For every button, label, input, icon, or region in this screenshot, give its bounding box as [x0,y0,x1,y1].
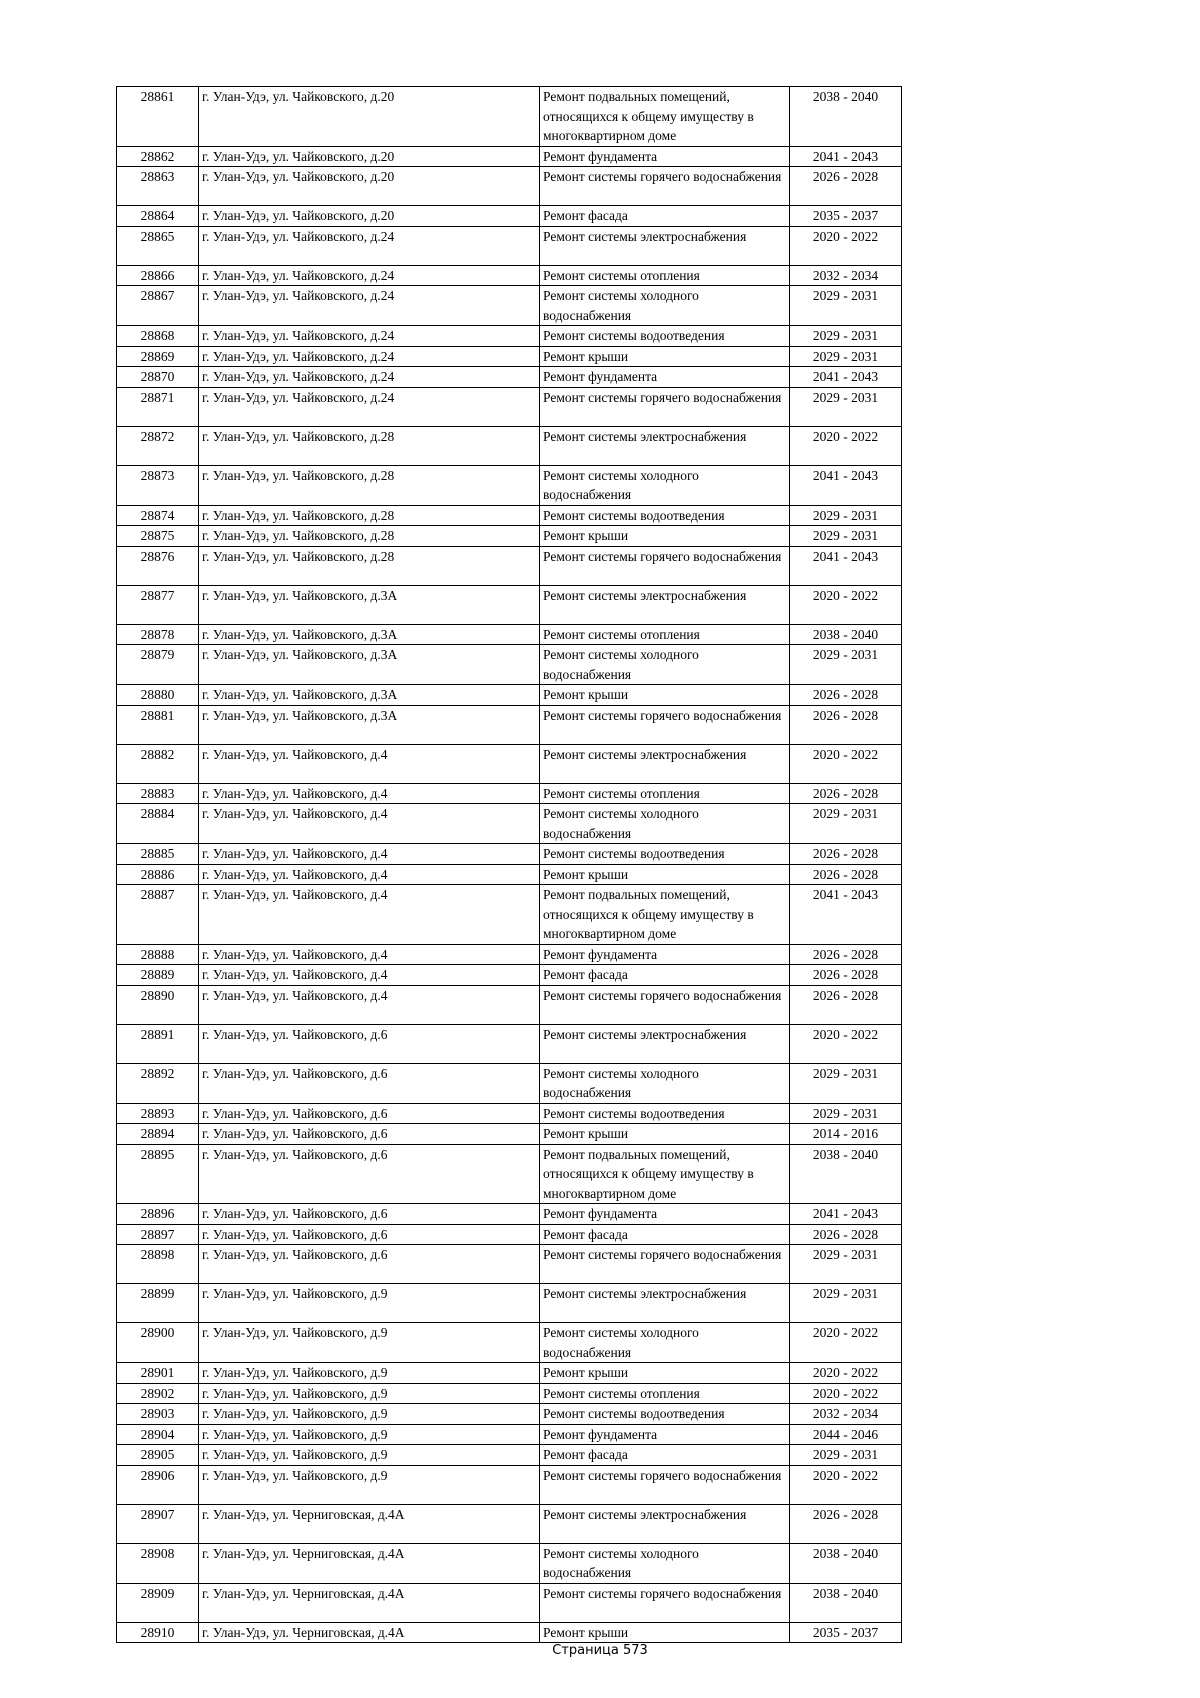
table-row [117,944,902,965]
work-type-cell: Ремонт системы холодного водоснабжения [540,645,790,685]
address-cell: г. Улан-Удэ, ул. Черниговская, д.4А [199,1583,540,1622]
period-cell: 2026 - 2028 [790,944,902,965]
period-cell: 2029 - 2031 [790,326,902,347]
table-row [117,1465,902,1504]
work-type-cell: Ремонт системы электроснабжения [540,1024,790,1063]
period-cell: 2026 - 2028 [790,1224,902,1245]
address-cell: г. Улан-Удэ, ул. Чайковского, д.9 [199,1284,540,1323]
address-cell: г. Улан-Удэ, ул. Чайковского, д.9 [199,1404,540,1425]
table-row [117,1204,902,1225]
work-type-cell: Ремонт системы горячего водоснабжения [540,985,790,1024]
work-type-cell: Ремонт системы отопления [540,783,790,804]
work-type-cell: Ремонт фундамента [540,367,790,388]
period-cell: 2026 - 2028 [790,783,902,804]
address-cell: г. Улан-Удэ, ул. Чайковского, д.24 [199,286,540,326]
table-row [117,505,902,526]
row-number: 28870 [117,367,199,388]
address-cell: г. Улан-Удэ, ул. Чайковского, д.3А [199,685,540,706]
period-cell: 2020 - 2022 [790,1363,902,1384]
row-number: 28873 [117,465,199,505]
table-row [117,286,902,326]
table-body [117,87,902,1643]
table-row [117,1323,902,1363]
table-row [117,426,902,465]
period-cell: 2026 - 2028 [790,844,902,865]
address-cell: г. Улан-Удэ, ул. Чайковского, д.6 [199,1245,540,1284]
row-number: 28875 [117,526,199,547]
table-row [117,465,902,505]
period-cell: 2041 - 2043 [790,885,902,945]
table-row [117,346,902,367]
table-row [117,1622,902,1643]
row-number: 28889 [117,965,199,986]
address-cell: г. Улан-Удэ, ул. Чайковского, д.3А [199,705,540,744]
work-type-cell: Ремонт системы горячего водоснабжения [540,705,790,744]
work-type-cell: Ремонт крыши [540,526,790,547]
period-cell: 2029 - 2031 [790,286,902,326]
work-type-cell: Ремонт системы отопления [540,624,790,645]
work-type-cell: Ремонт системы отопления [540,1383,790,1404]
row-number: 28886 [117,864,199,885]
table-row [117,1024,902,1063]
period-cell: 2029 - 2031 [790,804,902,844]
row-number: 28907 [117,1504,199,1543]
work-type-cell: Ремонт фасада [540,206,790,227]
period-cell: 2038 - 2040 [790,1543,902,1583]
work-type-cell: Ремонт системы водоотведения [540,844,790,865]
row-number: 28863 [117,167,199,206]
address-cell: г. Улан-Удэ, ул. Чайковского, д.3А [199,624,540,645]
work-type-cell: Ремонт системы водоотведения [540,1103,790,1124]
period-cell: 2029 - 2031 [790,1103,902,1124]
table-row [117,864,902,885]
table-row [117,367,902,388]
period-cell: 2041 - 2043 [790,367,902,388]
address-cell: г. Улан-Удэ, ул. Чайковского, д.6 [199,1063,540,1103]
table-row [117,965,902,986]
period-cell: 2020 - 2022 [790,1465,902,1504]
table-row [117,1445,902,1466]
address-cell: г. Улан-Удэ, ул. Черниговская, д.4А [199,1622,540,1643]
table-row [117,585,902,624]
table-row [117,1424,902,1445]
period-cell: 2020 - 2022 [790,226,902,265]
table-row [117,783,902,804]
row-number: 28905 [117,1445,199,1466]
row-number: 28866 [117,265,199,286]
table-row [117,885,902,945]
table-row [117,985,902,1024]
period-cell: 2029 - 2031 [790,1063,902,1103]
period-cell: 2020 - 2022 [790,585,902,624]
table-row [117,1063,902,1103]
row-number: 28894 [117,1124,199,1145]
repair-schedule-table [116,86,902,1643]
period-cell: 2020 - 2022 [790,1024,902,1063]
table-row [117,265,902,286]
table-row [117,1504,902,1543]
address-cell: г. Улан-Удэ, ул. Чайковского, д.6 [199,1124,540,1145]
address-cell: г. Улан-Удэ, ул. Чайковского, д.9 [199,1363,540,1384]
row-number: 28862 [117,146,199,167]
work-type-cell: Ремонт системы горячего водоснабжения [540,167,790,206]
row-number: 28902 [117,1383,199,1404]
period-cell: 2029 - 2031 [790,1245,902,1284]
row-number: 28901 [117,1363,199,1384]
table-row [117,546,902,585]
work-type-cell: Ремонт подвальных помещений, относящихся к общему имуществу в многоквартирном доме [540,87,790,147]
period-cell: 2035 - 2037 [790,1622,902,1643]
row-number: 28876 [117,546,199,585]
row-number: 28890 [117,985,199,1024]
period-cell: 2029 - 2031 [790,645,902,685]
work-type-cell: Ремонт системы электроснабжения [540,226,790,265]
table-row [117,645,902,685]
work-type-cell: Ремонт крыши [540,346,790,367]
table-row [117,87,902,147]
table-row [117,1284,902,1323]
address-cell: г. Улан-Удэ, ул. Чайковского, д.4 [199,944,540,965]
period-cell: 2032 - 2034 [790,265,902,286]
table-row [117,226,902,265]
row-number: 28900 [117,1323,199,1363]
period-cell: 2029 - 2031 [790,1445,902,1466]
work-type-cell: Ремонт системы холодного водоснабжения [540,1063,790,1103]
row-number: 28903 [117,1404,199,1425]
address-cell: г. Улан-Удэ, ул. Черниговская, д.4А [199,1504,540,1543]
row-number: 28874 [117,505,199,526]
period-cell: 2026 - 2028 [790,864,902,885]
period-cell: 2020 - 2022 [790,744,902,783]
period-cell: 2041 - 2043 [790,1204,902,1225]
address-cell: г. Улан-Удэ, ул. Чайковского, д.4 [199,804,540,844]
period-cell: 2020 - 2022 [790,426,902,465]
row-number: 28867 [117,286,199,326]
table-row [117,1404,902,1425]
row-number: 28895 [117,1144,199,1204]
table-row [117,526,902,547]
row-number: 28892 [117,1063,199,1103]
address-cell: г. Улан-Удэ, ул. Чайковского, д.9 [199,1323,540,1363]
row-number: 28882 [117,744,199,783]
page-number: Страница 573 [552,1643,648,1658]
period-cell: 2032 - 2034 [790,1404,902,1425]
period-cell: 2044 - 2046 [790,1424,902,1445]
address-cell: г. Улан-Удэ, ул. Чайковского, д.6 [199,1204,540,1225]
table-row [117,1103,902,1124]
work-type-cell: Ремонт системы холодного водоснабжения [540,286,790,326]
address-cell: г. Улан-Удэ, ул. Чайковского, д.6 [199,1024,540,1063]
address-cell: г. Улан-Удэ, ул. Чайковского, д.4 [199,864,540,885]
table-row [117,167,902,206]
address-cell: г. Улан-Удэ, ул. Чайковского, д.4 [199,985,540,1024]
row-number: 28868 [117,326,199,347]
work-type-cell: Ремонт системы электроснабжения [540,1504,790,1543]
period-cell: 2020 - 2022 [790,1383,902,1404]
row-number: 28896 [117,1204,199,1225]
work-type-cell: Ремонт крыши [540,1622,790,1643]
work-type-cell: Ремонт фундамента [540,1204,790,1225]
address-cell: г. Улан-Удэ, ул. Чайковского, д.6 [199,1224,540,1245]
table-row [117,1124,902,1145]
period-cell: 2041 - 2043 [790,146,902,167]
row-number: 28877 [117,585,199,624]
work-type-cell: Ремонт крыши [540,1363,790,1384]
work-type-cell: Ремонт системы холодного водоснабжения [540,465,790,505]
work-type-cell: Ремонт системы электроснабжения [540,426,790,465]
address-cell: г. Улан-Удэ, ул. Чайковского, д.28 [199,505,540,526]
row-number: 28881 [117,705,199,744]
table-row [117,1363,902,1384]
table-row [117,744,902,783]
row-number: 28910 [117,1622,199,1643]
period-cell: 2026 - 2028 [790,685,902,706]
address-cell: г. Улан-Удэ, ул. Черниговская, д.4А [199,1543,540,1583]
row-number: 28885 [117,844,199,865]
work-type-cell: Ремонт системы электроснабжения [540,1284,790,1323]
work-type-cell: Ремонт фундамента [540,944,790,965]
address-cell: г. Улан-Удэ, ул. Чайковского, д.4 [199,965,540,986]
period-cell: 2014 - 2016 [790,1124,902,1145]
period-cell: 2026 - 2028 [790,1504,902,1543]
table-row [117,844,902,865]
repair-schedule-sheet [116,86,901,1643]
period-cell: 2038 - 2040 [790,87,902,147]
address-cell: г. Улан-Удэ, ул. Чайковского, д.4 [199,844,540,865]
work-type-cell: Ремонт системы отопления [540,265,790,286]
address-cell: г. Улан-Удэ, ул. Чайковского, д.9 [199,1383,540,1404]
work-type-cell: Ремонт системы горячего водоснабжения [540,1583,790,1622]
row-number: 28864 [117,206,199,227]
work-type-cell: Ремонт системы водоотведения [540,1404,790,1425]
work-type-cell: Ремонт крыши [540,864,790,885]
work-type-cell: Ремонт фасада [540,1445,790,1466]
row-number: 28887 [117,885,199,945]
work-type-cell: Ремонт системы электроснабжения [540,744,790,783]
table-row [117,1245,902,1284]
period-cell: 2029 - 2031 [790,505,902,526]
address-cell: г. Улан-Удэ, ул. Чайковского, д.20 [199,87,540,147]
row-number: 28880 [117,685,199,706]
work-type-cell: Ремонт системы холодного водоснабжения [540,804,790,844]
table-row [117,1583,902,1622]
work-type-cell: Ремонт системы горячего водоснабжения [540,1245,790,1284]
work-type-cell: Ремонт фасада [540,965,790,986]
period-cell: 2029 - 2031 [790,346,902,367]
address-cell: г. Улан-Удэ, ул. Чайковского, д.3А [199,585,540,624]
address-cell: г. Улан-Удэ, ул. Чайковского, д.20 [199,167,540,206]
period-cell: 2020 - 2022 [790,1323,902,1363]
table-row [117,1383,902,1404]
address-cell: г. Улан-Удэ, ул. Чайковского, д.4 [199,885,540,945]
table-row [117,705,902,744]
row-number: 28879 [117,645,199,685]
row-number: 28893 [117,1103,199,1124]
work-type-cell: Ремонт фундамента [540,146,790,167]
address-cell: г. Улан-Удэ, ул. Чайковского, д.4 [199,744,540,783]
table-row [117,146,902,167]
address-cell: г. Улан-Удэ, ул. Чайковского, д.24 [199,387,540,426]
work-type-cell: Ремонт фасада [540,1224,790,1245]
row-number: 28908 [117,1543,199,1583]
work-type-cell: Ремонт крыши [540,1124,790,1145]
address-cell: г. Улан-Удэ, ул. Чайковского, д.9 [199,1424,540,1445]
row-number: 28883 [117,783,199,804]
table-row [117,1224,902,1245]
address-cell: г. Улан-Удэ, ул. Чайковского, д.9 [199,1465,540,1504]
work-type-cell: Ремонт системы горячего водоснабжения [540,1465,790,1504]
table-row [117,206,902,227]
address-cell: г. Улан-Удэ, ул. Чайковского, д.28 [199,426,540,465]
table-row [117,804,902,844]
row-number: 28872 [117,426,199,465]
table-row [117,685,902,706]
address-cell: г. Улан-Удэ, ул. Чайковского, д.24 [199,326,540,347]
row-number: 28897 [117,1224,199,1245]
row-number: 28871 [117,387,199,426]
row-number: 28899 [117,1284,199,1323]
address-cell: г. Улан-Удэ, ул. Чайковского, д.24 [199,265,540,286]
period-cell: 2026 - 2028 [790,965,902,986]
period-cell: 2038 - 2040 [790,1144,902,1204]
row-number: 28869 [117,346,199,367]
work-type-cell: Ремонт системы водоотведения [540,326,790,347]
period-cell: 2029 - 2031 [790,526,902,547]
work-type-cell: Ремонт крыши [540,685,790,706]
address-cell: г. Улан-Удэ, ул. Чайковского, д.24 [199,346,540,367]
row-number: 28909 [117,1583,199,1622]
work-type-cell: Ремонт системы холодного водоснабжения [540,1323,790,1363]
table-row [117,624,902,645]
address-cell: г. Улан-Удэ, ул. Чайковского, д.9 [199,1445,540,1466]
row-number: 28888 [117,944,199,965]
work-type-cell: Ремонт подвальных помещений, относящихся к общему имуществу в многоквартирном доме [540,1144,790,1204]
work-type-cell: Ремонт системы горячего водоснабжения [540,387,790,426]
address-cell: г. Улан-Удэ, ул. Чайковского, д.28 [199,465,540,505]
row-number: 28891 [117,1024,199,1063]
table-row [117,1543,902,1583]
work-type-cell: Ремонт системы горячего водоснабжения [540,546,790,585]
address-cell: г. Улан-Удэ, ул. Чайковского, д.6 [199,1103,540,1124]
address-cell: г. Улан-Удэ, ул. Чайковского, д.4 [199,783,540,804]
address-cell: г. Улан-Удэ, ул. Чайковского, д.6 [199,1144,540,1204]
period-cell: 2026 - 2028 [790,985,902,1024]
period-cell: 2041 - 2043 [790,546,902,585]
row-number: 28861 [117,87,199,147]
address-cell: г. Улан-Удэ, ул. Чайковского, д.28 [199,546,540,585]
table-row [117,326,902,347]
table-row [117,1144,902,1204]
period-cell: 2029 - 2031 [790,387,902,426]
address-cell: г. Улан-Удэ, ул. Чайковского, д.20 [199,146,540,167]
work-type-cell: Ремонт системы водоотведения [540,505,790,526]
period-cell: 2038 - 2040 [790,624,902,645]
work-type-cell: Ремонт системы электроснабжения [540,585,790,624]
row-number: 28884 [117,804,199,844]
work-type-cell: Ремонт фундамента [540,1424,790,1445]
address-cell: г. Улан-Удэ, ул. Чайковского, д.20 [199,206,540,227]
row-number: 28865 [117,226,199,265]
period-cell: 2041 - 2043 [790,465,902,505]
address-cell: г. Улан-Удэ, ул. Чайковского, д.28 [199,526,540,547]
address-cell: г. Улан-Удэ, ул. Чайковского, д.24 [199,367,540,388]
row-number: 28878 [117,624,199,645]
period-cell: 2035 - 2037 [790,206,902,227]
row-number: 28906 [117,1465,199,1504]
period-cell: 2029 - 2031 [790,1284,902,1323]
address-cell: г. Улан-Удэ, ул. Чайковского, д.3А [199,645,540,685]
period-cell: 2026 - 2028 [790,705,902,744]
row-number: 28898 [117,1245,199,1284]
table-row [117,387,902,426]
work-type-cell: Ремонт подвальных помещений, относящихся к общему имуществу в многоквартирном доме [540,885,790,945]
work-type-cell: Ремонт системы холодного водоснабжения [540,1543,790,1583]
row-number: 28904 [117,1424,199,1445]
period-cell: 2038 - 2040 [790,1583,902,1622]
period-cell: 2026 - 2028 [790,167,902,206]
address-cell: г. Улан-Удэ, ул. Чайковского, д.24 [199,226,540,265]
